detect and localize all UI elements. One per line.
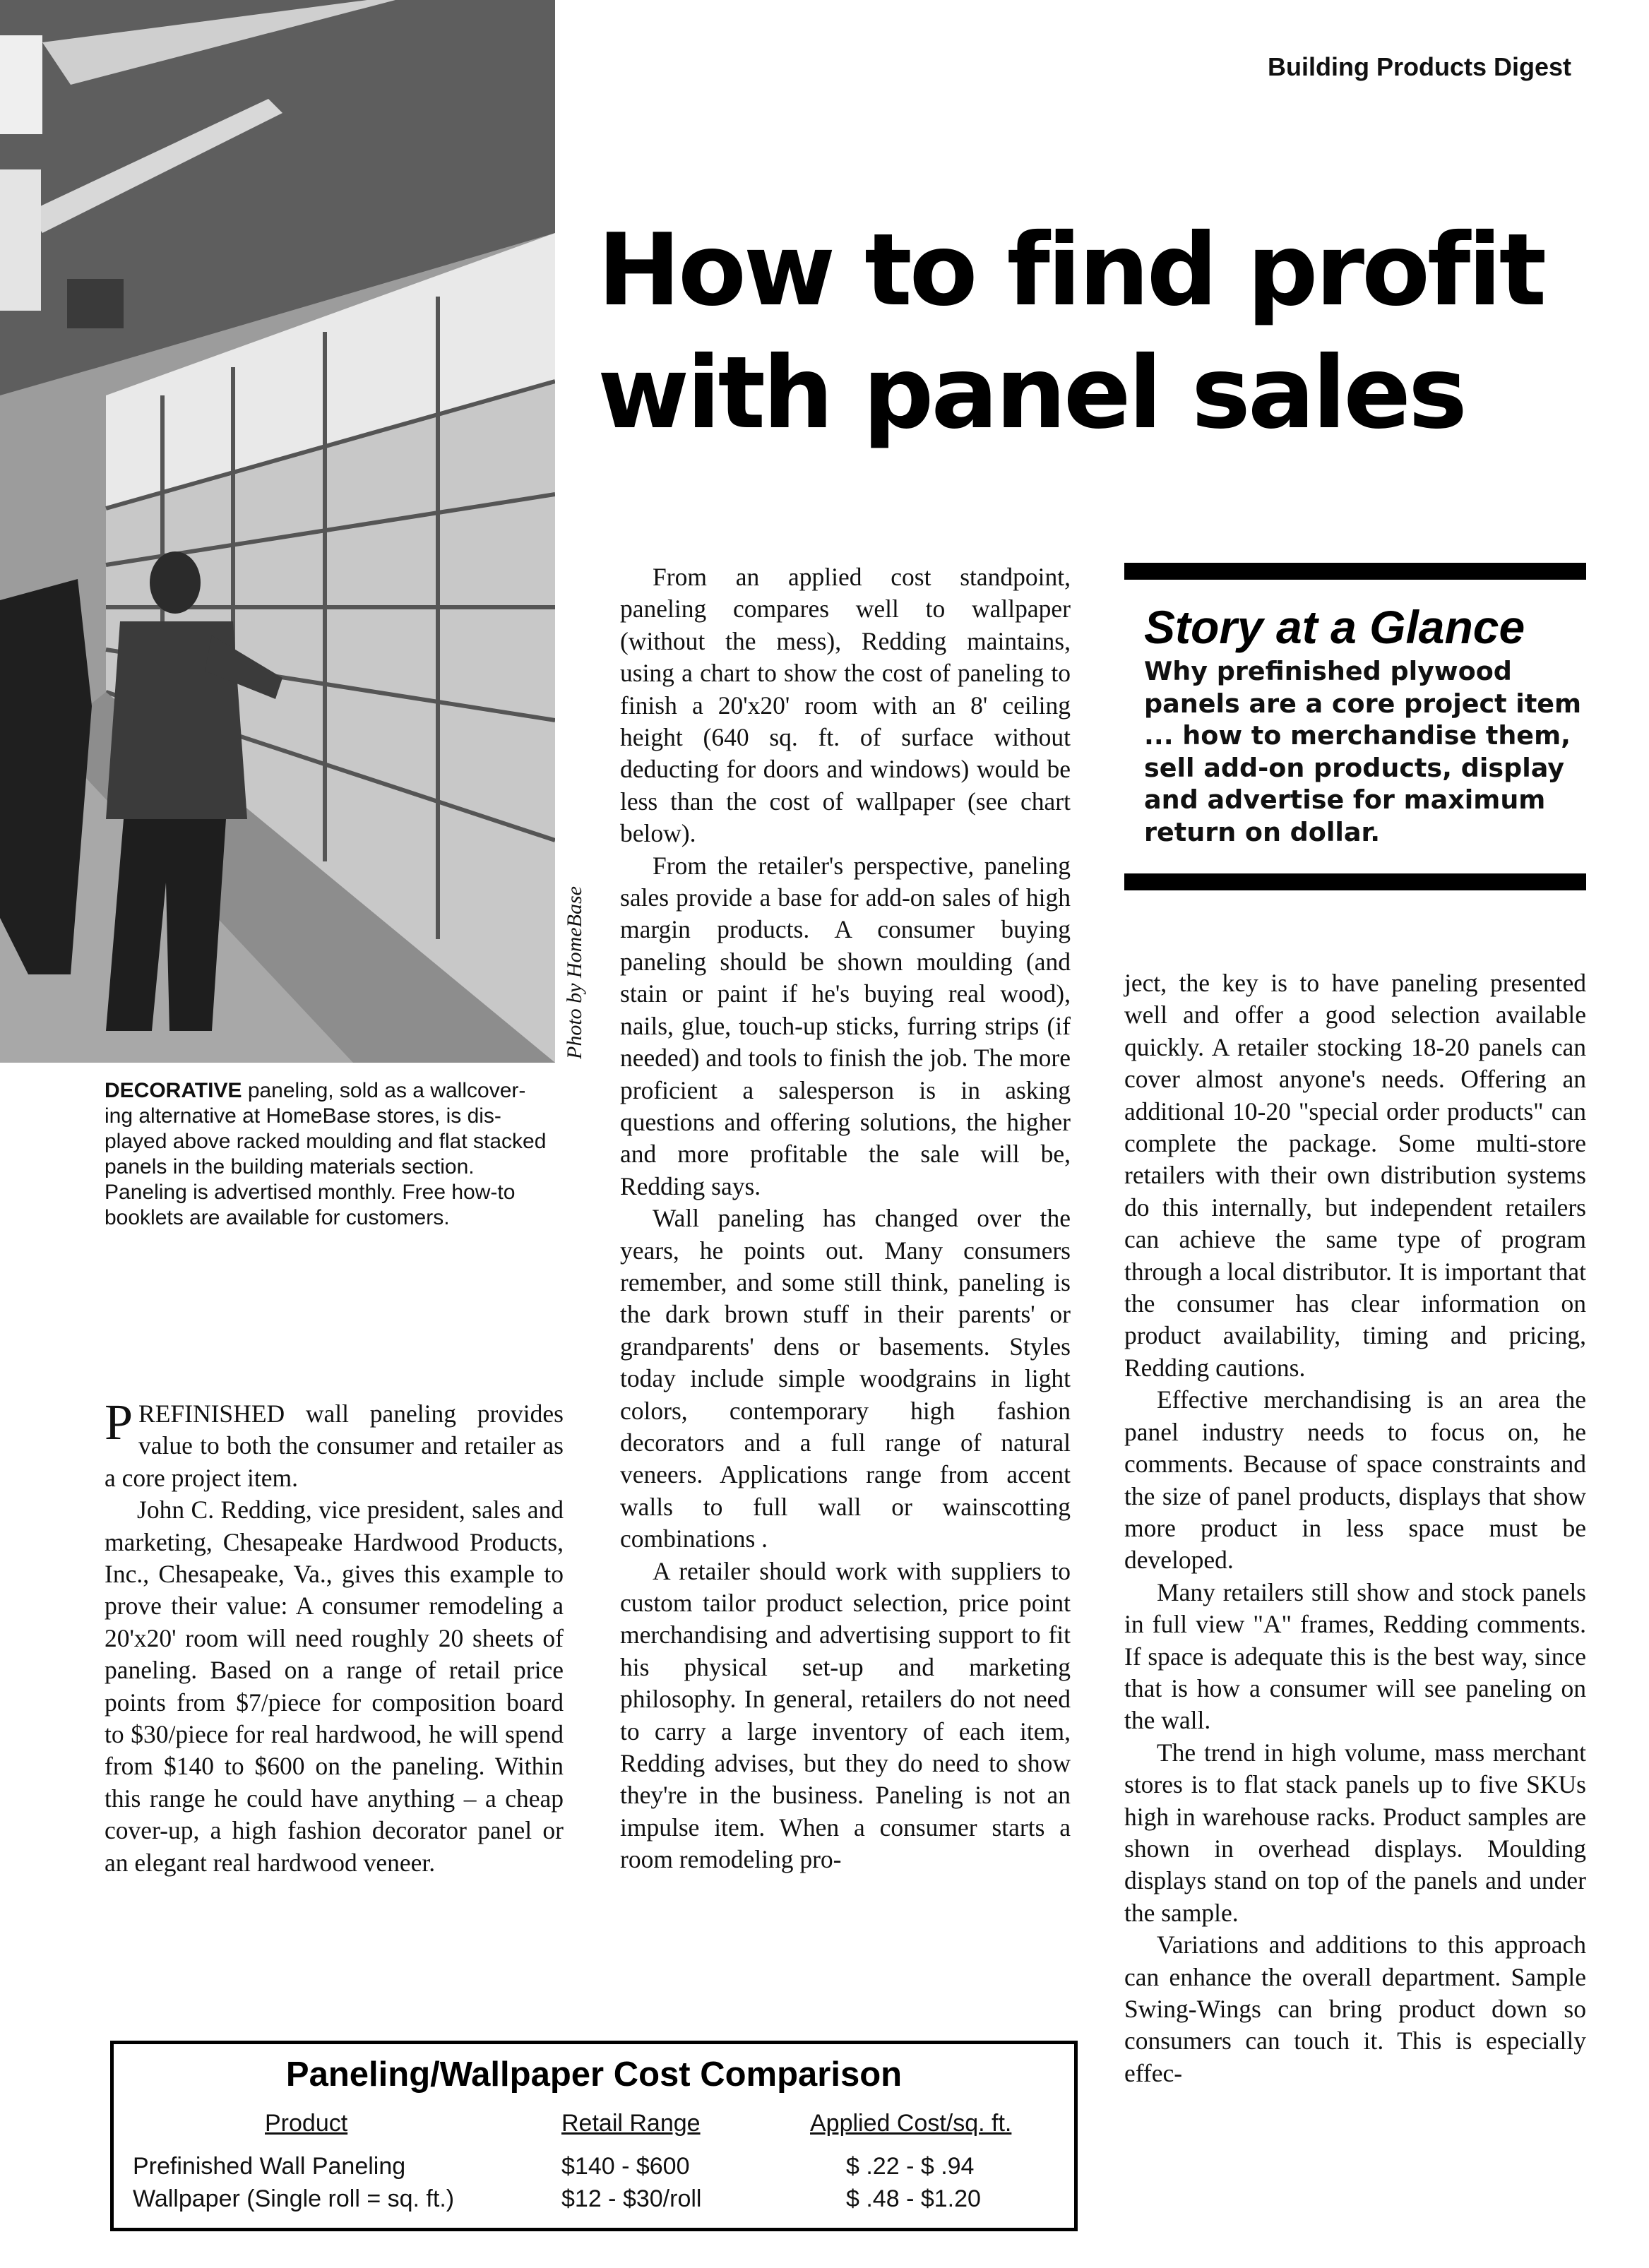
- table-header-applied-cost: Applied Cost/sq. ft.: [810, 2110, 1012, 2137]
- photo-credit: Photo by HomeBase: [563, 886, 586, 1059]
- photo-caption: [105, 1078, 565, 1231]
- caption-line: booklets are available for customers.: [105, 1206, 450, 1229]
- article-paragraph: A retailer should work with suppliers to custom tailor product selection, price point merchandising and advertising support to fit his physical set-up and marketing philosophy. In general, retailers do not need to carry a large inventory of each item, Redding advises, but they do need to show they're in the business. Paneling is not an impulse item. When a consumer starts a room remodeling pro-: [620, 1556, 1071, 1874]
- article-paragraph: Effective merchandising is an area the panel industry needs to focus on, he comments. Because of space constraints and the size of panel products, displays that show more product in less space must be developed.: [1124, 1385, 1586, 1575]
- table-cell-retail-range: $12 - $30/roll: [561, 2185, 702, 2212]
- article-paragraph: Variations and additions to this approach can enhance the overall department. Sample Swing-Wings can bring product down so consumers can touch it. This is especially effec-: [1124, 1930, 1586, 2087]
- store-photo: [0, 0, 555, 1063]
- table-cell-product: Prefinished Wall Paneling: [133, 2153, 406, 2180]
- article-column-1: [105, 1394, 564, 1879]
- store-aisle-illustration: [0, 0, 555, 1063]
- headline-line-1: How to find profit: [597, 213, 1544, 328]
- glance-rule-bottom: [1124, 873, 1586, 890]
- caption-line: Paneling is advertised monthly. Free how-to: [105, 1181, 516, 1204]
- caption-line: ing alternative at HomeBase stores, is dis-: [105, 1104, 501, 1128]
- article-paragraph: ject, the key is to have paneling presented well and offer a good selection available quickly. A retailer stocking 18-20 panels can cover almost anyone's needs. Offering an additional 10-20 "special order products" can complete the package. Some multi-store retailers with their own distribution systems do this internally, but independent retailers can achieve the same type of program through a local distributor. It is important that the consumer has clear information on product availability, timing and pricing, Redding cautions.: [1124, 969, 1586, 1382]
- caption-line: played above racked moulding and flat stacked: [105, 1130, 547, 1153]
- article-paragraph: John C. Redding, vice president, sales and marketing, Chesapeake Hardwood Products, Inc., Chesapeake, Va., gives this example to prove their value: A consumer remodeling a 20'x20' room will need roughly 20 sheets of paneling. Based on a range of retail price points from $7/piece for composition board to $30/piece for real hardwood, he will spend from $140 to $600 on the paneling. Within this range he could have anything – a cheap cover-up, a high fashion decorator panel or an elegant real hardwood veneer.: [105, 1496, 564, 1877]
- drop-cap: P: [105, 1394, 133, 1450]
- headline-line-2: with panel sales: [597, 335, 1465, 451]
- glance-rule-top: [1124, 563, 1586, 580]
- article-paragraph: The trend in high volume, mass merchant stores is to flat stack panels up to five SKUs high in warehouse racks. Product samples are shown in overhead displays. Moulding displays stand on top of the panels and under the sample.: [1124, 1738, 1586, 1927]
- glance-summary: Why prefinished plywood panels are a core project item ... how to merchandise them, sell add-on products, display and advertise for maximum return on dollar.: [1144, 656, 1582, 847]
- table-cell-product: Wallpaper (Single roll = sq. ft.): [133, 2185, 455, 2212]
- table-header-retail-range: Retail Range: [561, 2110, 701, 2137]
- article-column-3: [1124, 967, 1586, 2089]
- headline: [597, 209, 1600, 455]
- article-column-2: [620, 561, 1071, 1876]
- caption-line: paneling, sold as a wallcover-: [247, 1079, 526, 1102]
- glance-title: Story at a Glance: [1144, 601, 1525, 653]
- table-title: Paneling/Wallpaper Cost Comparison: [285, 2055, 903, 2094]
- article-paragraph: From the retailer's perspective, paneling sales provide a base for add-on sales of high margin products. A consumer buying paneling should be shown moulding (and stain or paint if he's buying real wood), nails, glue, touch-up sticks, furring strips (if needed) and tools to finish the job. The more proficient a salesperson is in asking questions and offering solutions, the higher and more profitable the sale will be, Redding says.: [620, 851, 1071, 1200]
- table-header-product: Product: [265, 2110, 348, 2137]
- table-cell-applied-cost: $ .48 - $1.20: [846, 2185, 981, 2212]
- article-paragraph: [105, 1394, 564, 1494]
- table-cell-retail-range: $140 - $600: [561, 2153, 690, 2180]
- article-paragraph: Many retailers still show and stock panels in full view "A" frames, Redding comments. If space is adequate this is the best way, since that is how a consumer will see paneling on the wall.: [1124, 1577, 1586, 1735]
- paragraph-text: REFINISHED wall paneling provides value to both the consumer and retailer as a core project item.: [105, 1399, 564, 1492]
- article-paragraph: From an applied cost standpoint, paneling compares well to wallpaper (without the mess), Redding maintains, using a chart to show the cost of paneling to finish a 20'x20' room with an 8' ceiling height (640 sq. ft. of surface without deducting for doors and windows) would be less than the cost of wallpaper (see chart below).: [620, 563, 1071, 848]
- caption-line: panels in the building materials section.: [105, 1155, 475, 1178]
- caption-lead: DECORATIVE: [105, 1079, 242, 1102]
- table-cell-applied-cost: $ .22 - $ .94: [846, 2153, 975, 2180]
- journal-name: Building Products Digest: [1267, 52, 1571, 81]
- article-paragraph: Wall paneling has changed over the years, he points out. Many consumers remember, and some still think, paneling is the dark brown stuff in their parents' or grandparents' dens or basements. Styles today include simple woodgrains in light colors, contemporary high fashion decorators and a full range of natural veneers. Applications range from accent walls to full wall or wainscotting combinations .: [620, 1204, 1071, 1553]
